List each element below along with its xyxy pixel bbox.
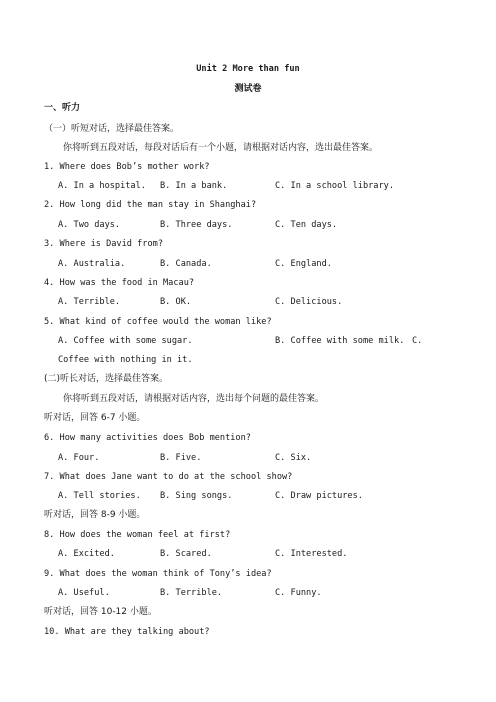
question-1-option-b: B. In a bank. [160,181,228,191]
question-6-option-a: A. Four. [58,453,100,463]
question-2-option-c: C. Ten days. [275,220,338,230]
document-title: Unit 2 More than fun [196,64,300,74]
question-6-option-c: C. Six. [275,453,312,463]
question-4-option-c: C. Delicious. [275,297,343,307]
question-9: 9. What does the woman think of Tony’s idea? [44,569,272,579]
part2-instruction: 你将听到五段对话，请根据对话内容，选出每个问题的最佳答案。 [63,394,325,404]
question-5-option-c-text: Coffee with nothing in it. [58,355,193,365]
question-8-option-a: A. Excited. [58,549,115,559]
question-7-option-b: B. Sing songs. [160,491,233,501]
question-2: 2. How long did the man stay in Shanghai? [44,200,257,210]
question-9-option-a: A. Useful. [58,588,110,598]
question-1: 1. Where does Bob’s mother work? [44,162,210,172]
note-questions-10-12: 听对话，回答 10-12 小题。 [44,607,157,617]
question-8: 8. How does the woman feel at first? [44,530,231,540]
question-7-option-a: A. Tell stories. [58,491,141,501]
question-2-option-b: B. Three days. [160,220,233,230]
question-5-option-a: A. Coffee with some sugar. [58,336,193,346]
question-5: 5. What kind of coffee would the woman like? [44,317,272,327]
question-9-option-c: C. Funny. [275,588,322,598]
question-3-option-c: C. England. [275,259,332,269]
question-8-option-b: B. Scared. [160,549,212,559]
question-7-option-c: C. Draw pictures. [275,491,363,501]
part2-heading: (二)听长对话，选择最佳答案。 [44,374,169,384]
question-4-option-a: A. Terrible. [58,297,121,307]
question-1-option-a: A. In a hospital. [58,181,146,191]
question-10: 10. What are they talking about? [44,627,210,637]
question-3-option-b: B. Canada. [160,259,212,269]
question-6-option-b: B. Five. [160,453,202,463]
part1-heading: （一）听短对话，选择最佳答案。 [44,124,180,134]
question-4: 4. How was the food in Macau? [44,278,195,288]
question-6: 6. How many activities does Bob mention? [44,433,251,443]
note-questions-6-7: 听对话，回答 6-7 小题。 [44,413,146,423]
question-7: 7. What does Jane want to do at the school show? [44,472,293,482]
document-subtitle: 测试卷 [234,84,262,94]
question-4-option-b: B. OK. [160,297,192,307]
question-9-option-b: B. Terrible. [160,588,223,598]
question-3-option-a: A. Australia. [58,259,126,269]
part1-instruction: 你将听到五段对话，每段对话后有一个小题，请根据对话内容，选出最佳答案。 [63,143,379,153]
question-3: 3. Where is David from? [44,239,163,249]
note-questions-8-9: 听对话，回答 8-9 小题。 [44,510,146,520]
question-5-option-c: C. [412,336,423,346]
question-8-option-c: C. Interested. [275,549,348,559]
section-heading-listening: 一、听力 [44,103,81,113]
question-2-option-a: A. Two days. [58,220,121,230]
question-1-option-c: C. In a school library. [275,181,394,191]
question-5-option-b: B. Coffee with some milk. [275,336,405,346]
